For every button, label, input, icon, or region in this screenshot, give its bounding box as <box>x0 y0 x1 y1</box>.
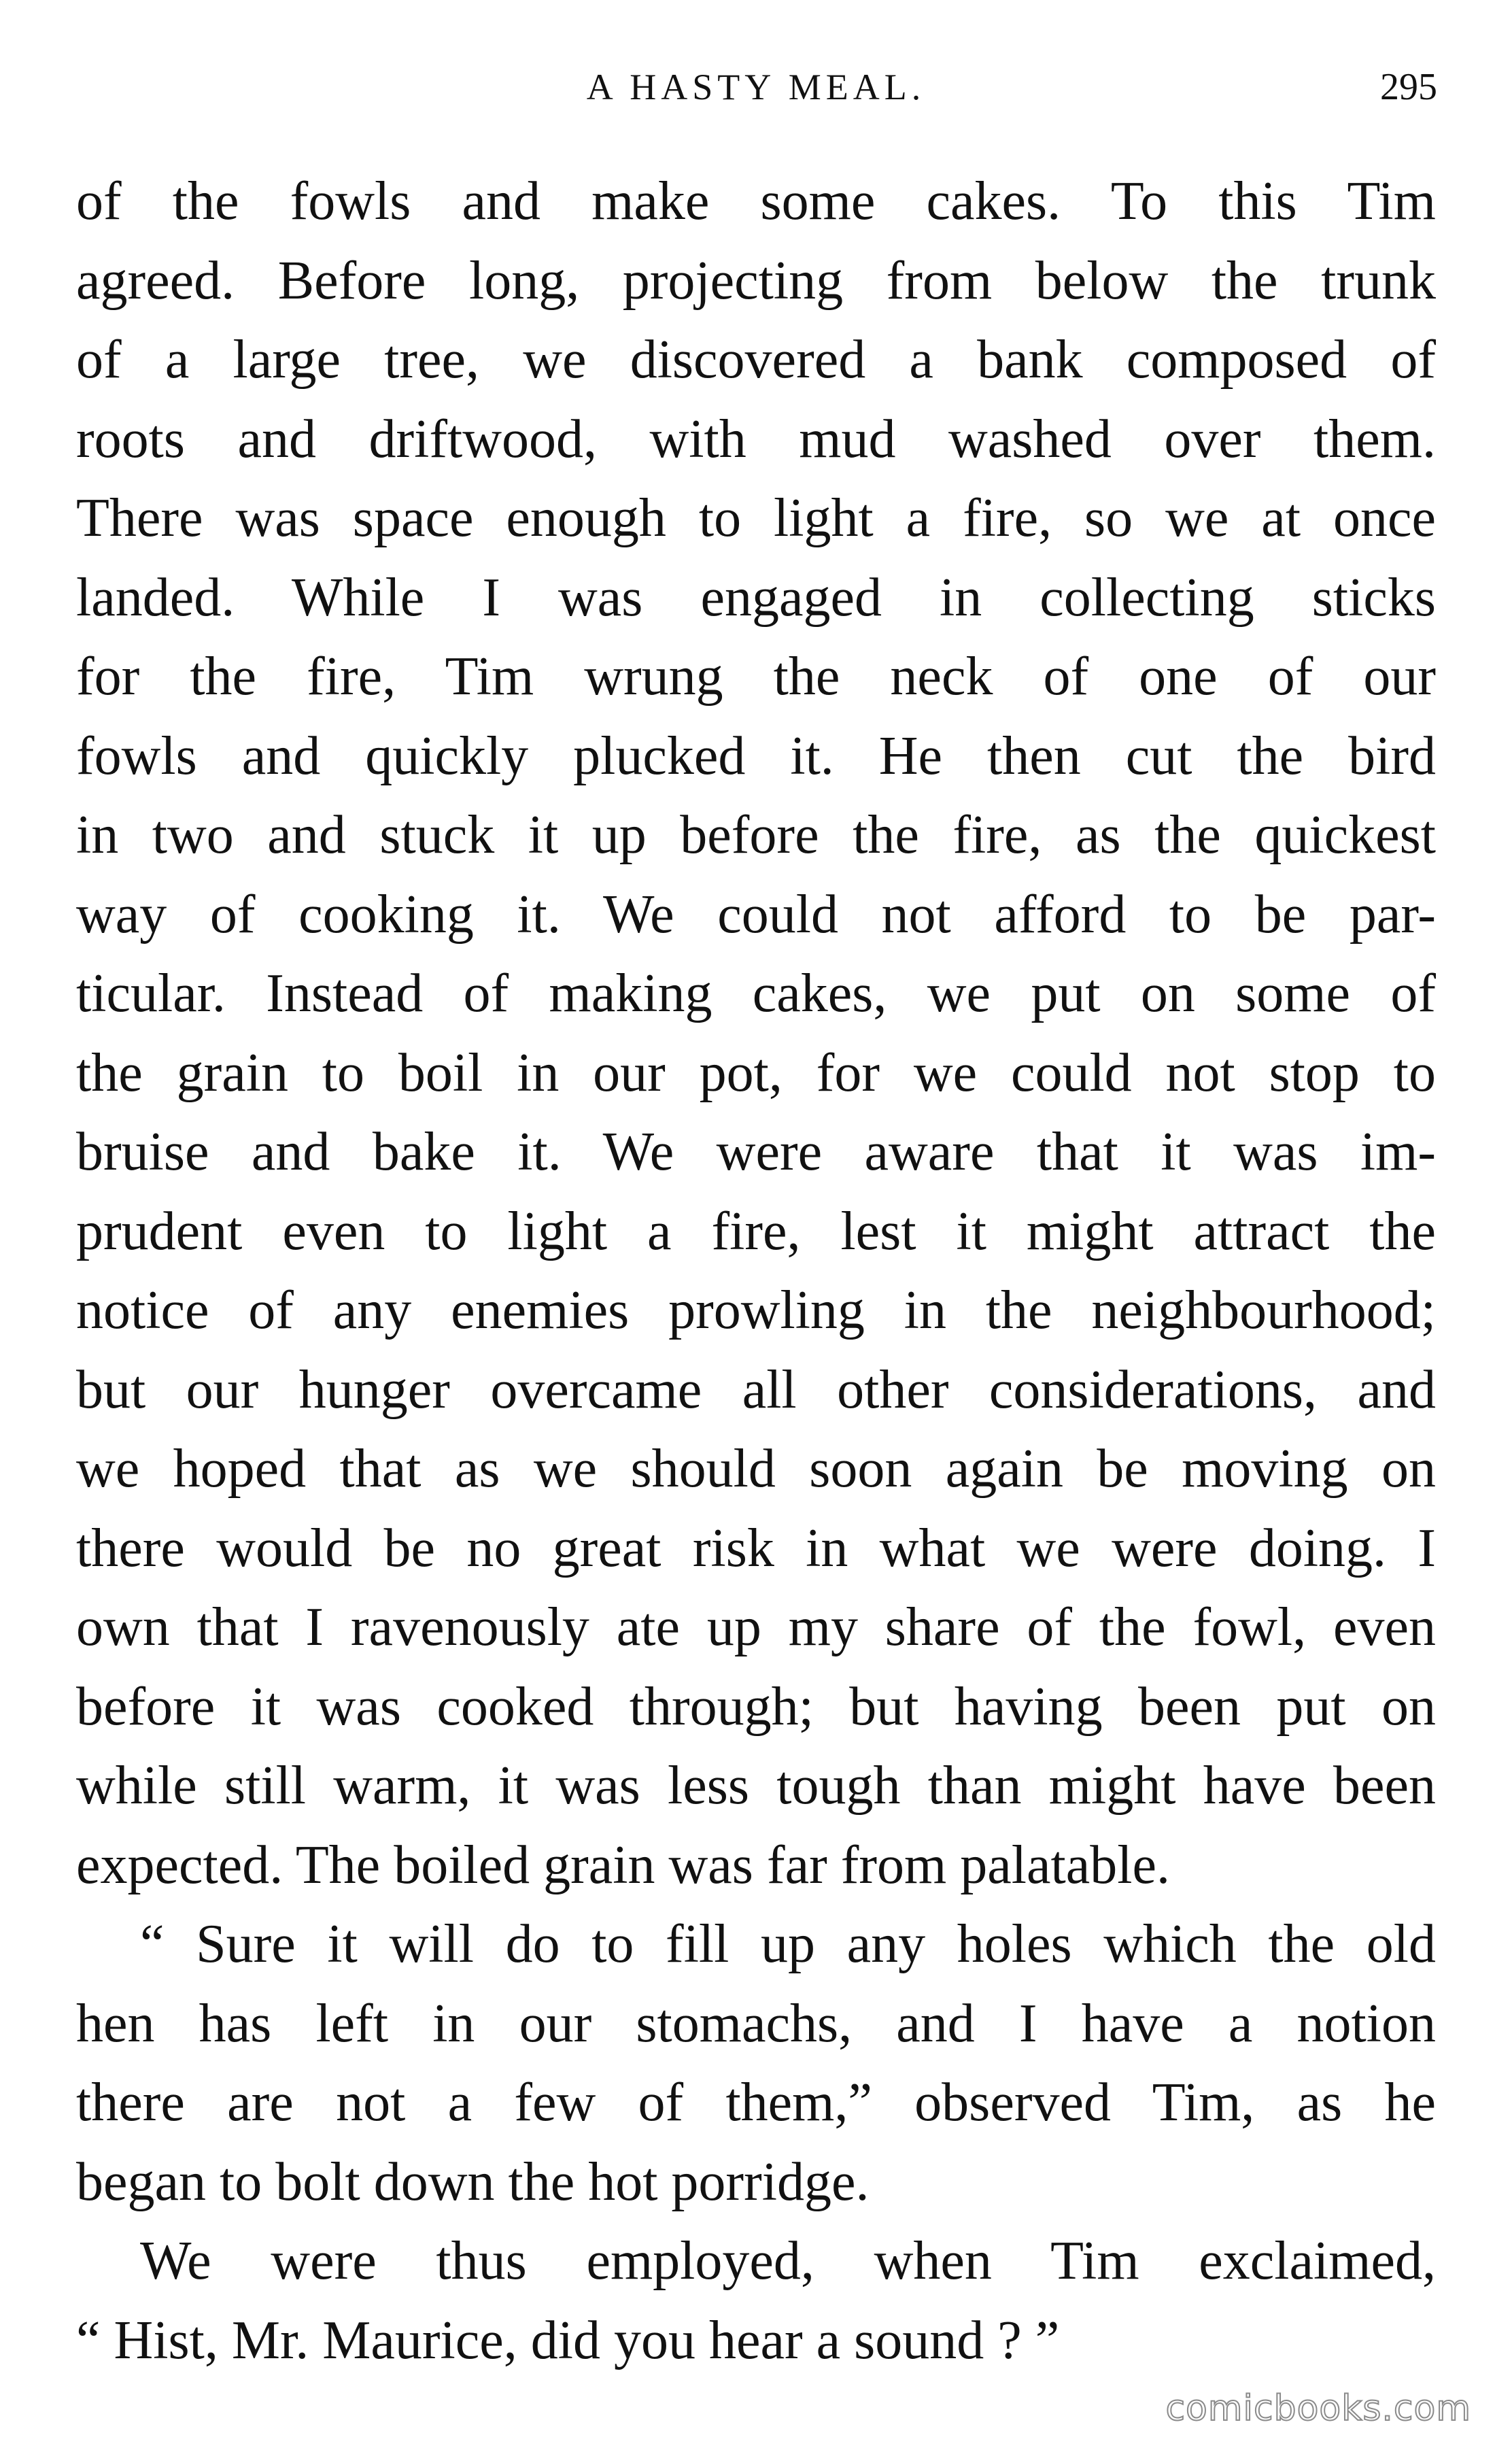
text-line: the grain to boil in our pot, for we could not stop to <box>76 1042 1436 1103</box>
text-line: before it was cooked through; but having been put on <box>76 1676 1436 1737</box>
paragraph <box>76 162 1436 1905</box>
text-line: bruise and bake it. We were aware that it was im- <box>76 1122 1436 1182</box>
text-line: we hoped that as we should soon again be moving on <box>76 1439 1436 1499</box>
text-line: prudent even to light a fire, lest it might attract the <box>76 1201 1436 1261</box>
text-line: of the fowls and make some cakes. To this Tim <box>76 171 1436 231</box>
watermark-logo: comicbooks.com <box>1165 2388 1471 2429</box>
text-line: way of cooking it. We could not afford to be par- <box>76 884 1436 945</box>
text-line: there are not a few of them,” observed Tim, as he <box>76 2073 1436 2132</box>
page-number: 295 <box>1380 66 1437 108</box>
text-line: notice of any enemies prowling in the neighbourhood; <box>76 1280 1436 1340</box>
text-line: There was space enough to light a fire, so we at once <box>76 488 1436 548</box>
text-line: hen has left in our stomachs, and I have a notion <box>76 1993 1436 2054</box>
text-line: in two and stuck it up before the fire, as the quickest <box>76 805 1436 865</box>
text-line: but our hunger overcame all other considerations, and <box>76 1359 1436 1420</box>
text-line: fowls and quickly plucked it. He then cut the bird <box>76 726 1436 786</box>
running-title: A HASTY MEAL. <box>586 67 926 107</box>
paragraph <box>76 2222 1436 2380</box>
text-line: for the fire, Tim wrung the neck of one of our <box>76 647 1436 707</box>
text-line: began to bolt down the hot porridge. <box>76 2152 870 2212</box>
text-line: landed. While I was engaged in collecting sticks <box>76 567 1436 628</box>
text-line: ticular. Instead of making cakes, we put on some of <box>76 964 1436 1023</box>
text-line: own that I ravenously ate up my share of the fowl, even <box>76 1597 1436 1657</box>
text-line: while still warm, it was less tough than might have been <box>76 1756 1436 1816</box>
text-line: agreed. Before long, projecting from below the trunk <box>76 250 1436 311</box>
text-line: “ Sure it will do to fill up any holes which the old <box>140 1914 1436 1974</box>
text-line: of a large tree, we discovered a bank composed of <box>76 330 1436 390</box>
text-line: expected. The boiled grain was far from palatable. <box>76 1835 1170 1895</box>
running-head <box>75 60 1437 114</box>
text-line: there would be no great risk in what we were doing. I <box>76 1518 1436 1578</box>
body-text <box>76 162 1436 2380</box>
paragraph <box>76 1905 1436 2222</box>
text-line: “ Hist, Mr. Maurice, did you hear a sound ? ” <box>76 2310 1060 2370</box>
text-line: roots and driftwood, with mud washed over them. <box>76 409 1436 469</box>
text-line: We were thus employed, when Tim exclaimed, <box>140 2231 1436 2291</box>
